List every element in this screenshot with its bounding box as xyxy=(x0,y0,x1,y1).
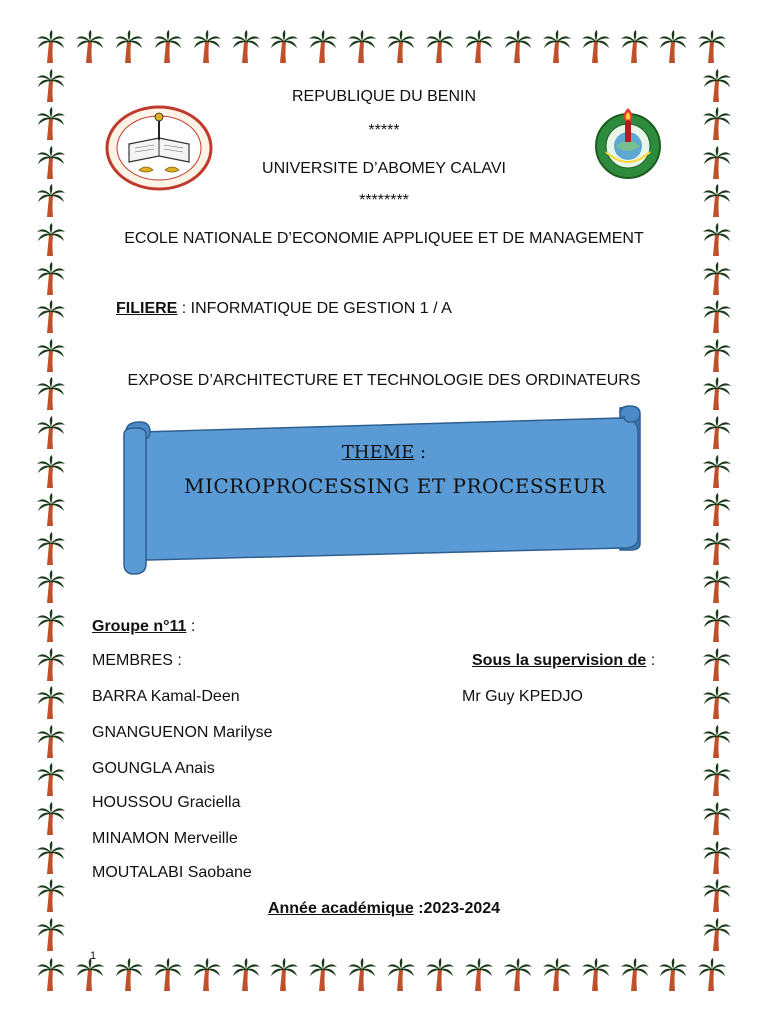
palm-tree-icon xyxy=(36,648,66,682)
member-name: GNANGUENON Marilyse xyxy=(92,724,273,741)
palm-tree-icon xyxy=(581,30,611,64)
palm-tree-icon xyxy=(75,30,105,64)
palm-tree-icon xyxy=(702,918,732,952)
filiere-line xyxy=(116,300,452,318)
academic-year-label: Année académique xyxy=(267,900,414,917)
palm-tree-icon xyxy=(503,30,533,64)
country-heading: REPUBLIQUE DU BENIN xyxy=(291,88,477,105)
palm-tree-icon xyxy=(702,725,732,759)
palm-tree-icon xyxy=(269,958,299,992)
palm-tree-icon xyxy=(75,958,105,992)
palm-tree-icon xyxy=(114,30,144,64)
palm-tree-icon xyxy=(386,958,416,992)
palm-tree-icon xyxy=(702,648,732,682)
academic-year-value: :2023-2024 xyxy=(413,900,501,917)
palm-tree-icon xyxy=(36,532,66,566)
palm-tree-icon xyxy=(702,300,732,334)
palm-tree-icon xyxy=(425,958,455,992)
palm-tree-icon xyxy=(36,725,66,759)
group-suffix: : xyxy=(186,618,196,635)
member-name: HOUSSOU Graciella xyxy=(92,794,241,811)
palm-tree-icon xyxy=(697,30,727,64)
palm-tree-icon xyxy=(702,532,732,566)
palm-tree-icon xyxy=(36,609,66,643)
palm-tree-icon xyxy=(503,958,533,992)
palm-tree-icon xyxy=(153,30,183,64)
eneam-logo xyxy=(104,104,214,192)
palm-tree-icon xyxy=(702,763,732,797)
palm-tree-icon xyxy=(308,958,338,992)
university-heading: UNIVERSITE D’ABOMEY CALAVI xyxy=(262,160,506,177)
palm-tree-icon xyxy=(231,30,261,64)
palm-tree-icon xyxy=(464,30,494,64)
palm-tree-icon xyxy=(36,30,66,64)
palm-tree-icon xyxy=(542,30,572,64)
palm-tree-icon xyxy=(702,841,732,875)
palm-tree-icon xyxy=(702,609,732,643)
filiere-label: FILIERE xyxy=(116,300,178,317)
palm-tree-icon xyxy=(192,958,222,992)
page-number: 1 xyxy=(90,950,97,962)
separator-stars: ******** xyxy=(359,192,409,209)
palm-tree-icon xyxy=(620,958,650,992)
members-label: MEMBRES : xyxy=(92,652,182,669)
palm-tree-icon xyxy=(658,958,688,992)
supervision-suffix: : xyxy=(646,652,656,669)
group-line xyxy=(92,618,195,636)
member-name: MOUTALABI Saobane xyxy=(92,864,252,881)
palm-tree-icon xyxy=(386,30,416,64)
supervision-line xyxy=(472,652,655,670)
palm-tree-icon xyxy=(36,841,66,875)
supervisor-name: Mr Guy KPEDJO xyxy=(462,688,583,705)
palm-tree-icon xyxy=(231,958,261,992)
palm-tree-icon xyxy=(36,763,66,797)
palm-tree-icon xyxy=(114,958,144,992)
palm-tree-icon xyxy=(425,30,455,64)
palm-tree-icon xyxy=(347,958,377,992)
palm-tree-icon xyxy=(658,30,688,64)
palm-tree-icon xyxy=(702,802,732,836)
palm-tree-icon xyxy=(269,30,299,64)
school-heading: ECOLE NATIONALE D’ECONOMIE APPLIQUEE ET DE MANAGEMENT xyxy=(124,230,644,247)
theme-suffix: : xyxy=(414,442,427,463)
palm-tree-icon xyxy=(36,339,66,373)
supervision-label: Sous la supervision de xyxy=(472,652,647,669)
member-name: GOUNGLA Anais xyxy=(92,760,215,777)
palm-tree-icon xyxy=(36,918,66,952)
palm-tree-icon xyxy=(36,802,66,836)
palm-tree-icon xyxy=(702,570,732,604)
palm-tree-icon xyxy=(192,30,222,64)
palm-tree-icon xyxy=(702,339,732,373)
member-name: BARRA Kamal-Deen xyxy=(92,688,240,705)
palm-tree-icon xyxy=(464,958,494,992)
expose-heading: EXPOSE D’ARCHITECTURE ET TECHNOLOGIE DES ORDINATEURS xyxy=(127,372,641,389)
palm-tree-icon xyxy=(36,958,66,992)
filiere-value: : INFORMATIQUE DE GESTION 1 / A xyxy=(177,300,452,317)
palm-tree-icon xyxy=(153,958,183,992)
theme-label: THEME xyxy=(341,442,415,463)
palm-tree-icon xyxy=(36,493,66,527)
uac-logo xyxy=(592,106,664,182)
palm-tree-icon xyxy=(36,686,66,720)
palm-tree-icon xyxy=(542,958,572,992)
palm-tree-icon xyxy=(36,300,66,334)
theme-title: MICROPROCESSING ET PROCESSEUR xyxy=(184,474,606,498)
palm-tree-icon xyxy=(36,570,66,604)
group-label: Groupe n°11 xyxy=(92,618,187,635)
palm-tree-icon xyxy=(36,262,66,296)
academic-year-line xyxy=(0,900,768,918)
palm-tree-icon xyxy=(620,30,650,64)
palm-tree-icon xyxy=(702,262,732,296)
separator-stars: ***** xyxy=(368,122,400,139)
palm-tree-icon xyxy=(347,30,377,64)
palm-tree-icon xyxy=(581,958,611,992)
palm-tree-icon xyxy=(697,958,727,992)
theme-label-line xyxy=(0,442,768,463)
palm-tree-icon xyxy=(308,30,338,64)
palm-tree-icon xyxy=(702,493,732,527)
palm-tree-icon xyxy=(702,686,732,720)
member-name: MINAMON Merveille xyxy=(92,830,238,847)
